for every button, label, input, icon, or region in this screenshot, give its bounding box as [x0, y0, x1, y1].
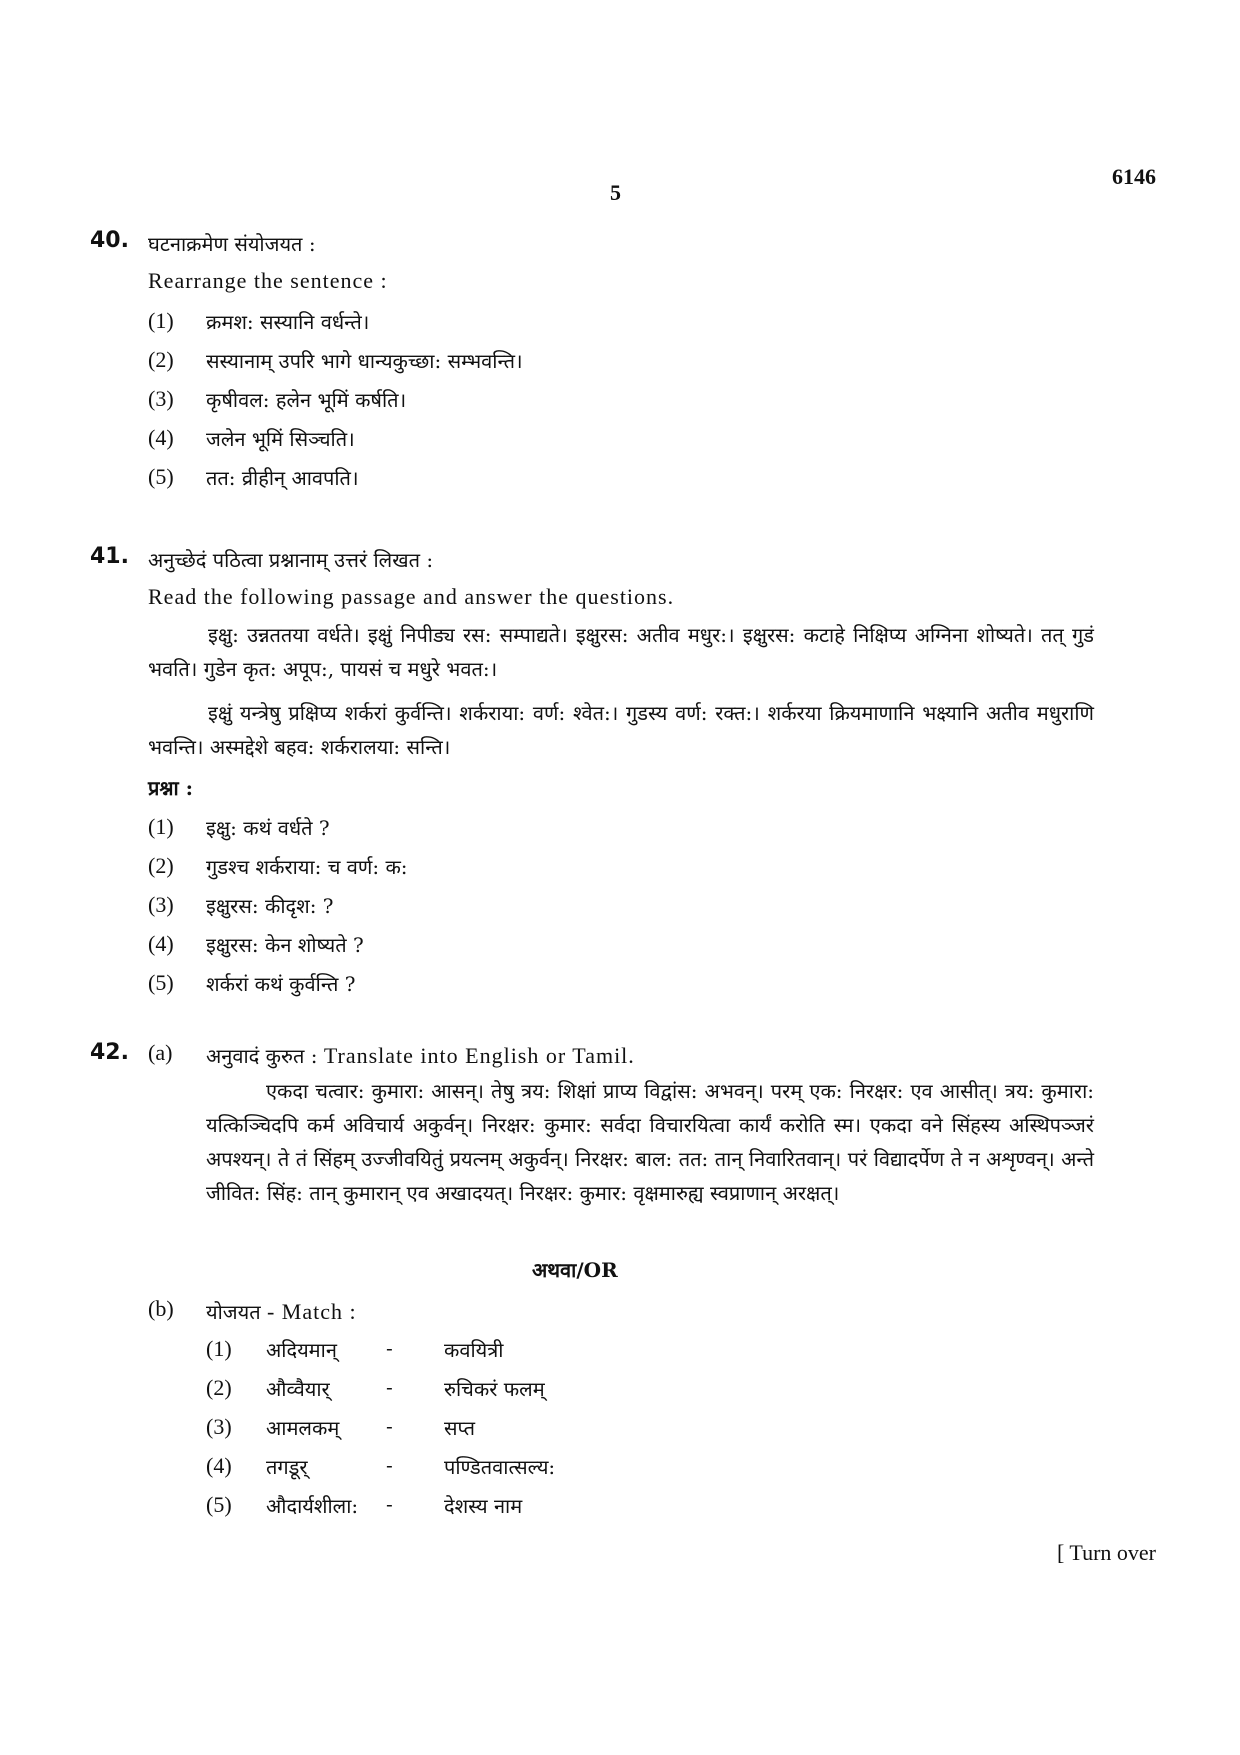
passage-paragraph-2 [148, 696, 1094, 764]
match-right: कवयित्री [444, 1338, 504, 1362]
part-a-title-english: Translate into English or Tamil. [323, 1043, 635, 1068]
option-text: जलेन भूमिं सिञ्चति। [206, 427, 355, 451]
option-text: तत: व्रीहीन् आवपति। [206, 466, 359, 490]
question-number: 40. [90, 228, 129, 253]
question-title: अनुच्छेदं पठित्वा प्रश्नानाम् उत्तरं लिखत : [148, 548, 434, 572]
question-item-text: इक्षुरस: केन शोष्यते ? [206, 933, 364, 957]
match-right: देशस्य नाम [444, 1494, 523, 1518]
match-right: पण्डितवात्सल्य: [444, 1455, 556, 1479]
part-a-title [206, 1042, 635, 1069]
question-item-number: (3) [148, 892, 174, 917]
part-a-title-sanskrit: अनुवादं कुरुत : [206, 1044, 318, 1068]
option-number: (1) [148, 308, 174, 333]
question-item-text: इक्षु: कथं वर्धते ? [206, 816, 330, 840]
option-number: (2) [148, 347, 174, 372]
match-dash: - [386, 1492, 393, 1516]
passage-paragraph-1 [148, 618, 1094, 686]
part-b-title-sanskrit: योजयत [206, 1300, 261, 1324]
option-number: (4) [148, 425, 174, 450]
match-right: रुचिकरं फलम् [444, 1377, 545, 1401]
match-number: (2) [206, 1375, 232, 1400]
option-text: क्रमश: सस्यानि वर्धन्ते। [206, 310, 370, 334]
translation-passage [206, 1074, 1094, 1210]
question-item-number: (1) [148, 814, 174, 839]
question-item-number: (5) [148, 970, 174, 995]
passage-text: इक्षु: उन्नततया वर्धते। इक्षुं निपीड्य रस: सम्पाद्यते। इक्षुरस: अतीव मधुर:। इक्षुरस: कटाहे निक्षिप्य अग्निना शोष्यते। तत् गुडं भवति। गुडेन कृत: अपूप:, पायसं च मधुरे भवत:। [148, 623, 1094, 681]
match-dash: - [386, 1375, 393, 1399]
page-number: 5 [610, 180, 621, 205]
match-dash: - [386, 1336, 393, 1360]
match-left: औव्वैयार् [266, 1377, 330, 1401]
question-number: 42. [90, 1040, 129, 1065]
match-left: अदियमान् [266, 1338, 337, 1362]
passage-text: एकदा चत्वार: कुमारा: आसन्। तेषु त्रय: शिक्षां प्राप्य विद्वांस: अभवन्। परम् एक: निरक्षर: एव आसीत्। त्रय: कुमारा: यत्किञ्चिदपि कर्म अविचार्य अकुर्वन्। निरक्षर: कुमार: सर्वदा विचारयित्वा कार्यं करोति स्म। एकदा वने सिंहस्य अस्थिपञ्जरं अपश्यन्। ते तं सिंहम् उज्जीवयितुं प्रयत्नम् अकुर्वन्। निरक्षर: बाल: तत: तान् निवारितवान्। परं विद्यादर्पेण ते न अशृण्वन्। अन्ते जीवित: सिंह: तान् कुमारान् एव अखादयत्। निरक्षर: कुमार: वृक्षमारुह्य स्वप्राणान् अरक्षत्। [206, 1079, 1094, 1205]
question-item-text: गुडश्च शर्कराया: च वर्ण: क: [206, 855, 408, 879]
match-number: (1) [206, 1336, 232, 1361]
question-title: घटनाक्रमेण संयोजयत : [148, 232, 316, 256]
match-number: (3) [206, 1414, 232, 1439]
match-right: सप्त [444, 1416, 476, 1440]
option-number: (3) [148, 386, 174, 411]
match-number: (5) [206, 1492, 232, 1517]
match-left: आमलकम् [266, 1416, 340, 1440]
or-separator: अथवा/OR [532, 1258, 618, 1282]
question-subtitle: Read the following passage and answer the questions. [148, 584, 675, 609]
match-left: औदार्यशीला: [266, 1494, 359, 1518]
part-a-label: (a) [148, 1040, 173, 1065]
questions-label: प्रश्ना : [148, 776, 194, 800]
question-item-text: इक्षुरस: कीदृश: ? [206, 894, 334, 918]
option-text: कृषीवल: हलेन भूमिं कर्षति। [206, 388, 407, 412]
part-b-label: (b) [148, 1296, 174, 1321]
question-number: 41. [90, 544, 129, 569]
question-item-text: शर्करां कथं कुर्वन्ति ? [206, 972, 356, 996]
question-item-number: (4) [148, 931, 174, 956]
match-number: (4) [206, 1453, 232, 1478]
match-dash: - [386, 1414, 393, 1438]
question-subtitle: Rearrange the sentence : [148, 268, 388, 293]
part-b-title-english: - Match : [266, 1299, 357, 1324]
match-dash: - [386, 1453, 393, 1477]
option-text: सस्यानाम् उपरि भागे धान्यकुच्छा: सम्भवन्ति। [206, 349, 523, 373]
match-left: तगडूर् [266, 1455, 308, 1479]
question-item-number: (2) [148, 853, 174, 878]
passage-text: इक्षुं यन्त्रेषु प्रक्षिप्य शर्करां कुर्वन्ति। शर्कराया: वर्ण: श्वेत:। गुडस्य वर्ण: रक्त:। शर्करया क्रियमाणानि भक्ष्यानि अतीव मधुराणि भवन्ति। अस्मद्देशे बहव: शर्करालया: सन्ति। [148, 701, 1094, 759]
part-b-title [206, 1298, 357, 1325]
option-number: (5) [148, 464, 174, 489]
turn-over-note: [ Turn over [1056, 1540, 1156, 1565]
paper-code: 6146 [1112, 164, 1156, 189]
